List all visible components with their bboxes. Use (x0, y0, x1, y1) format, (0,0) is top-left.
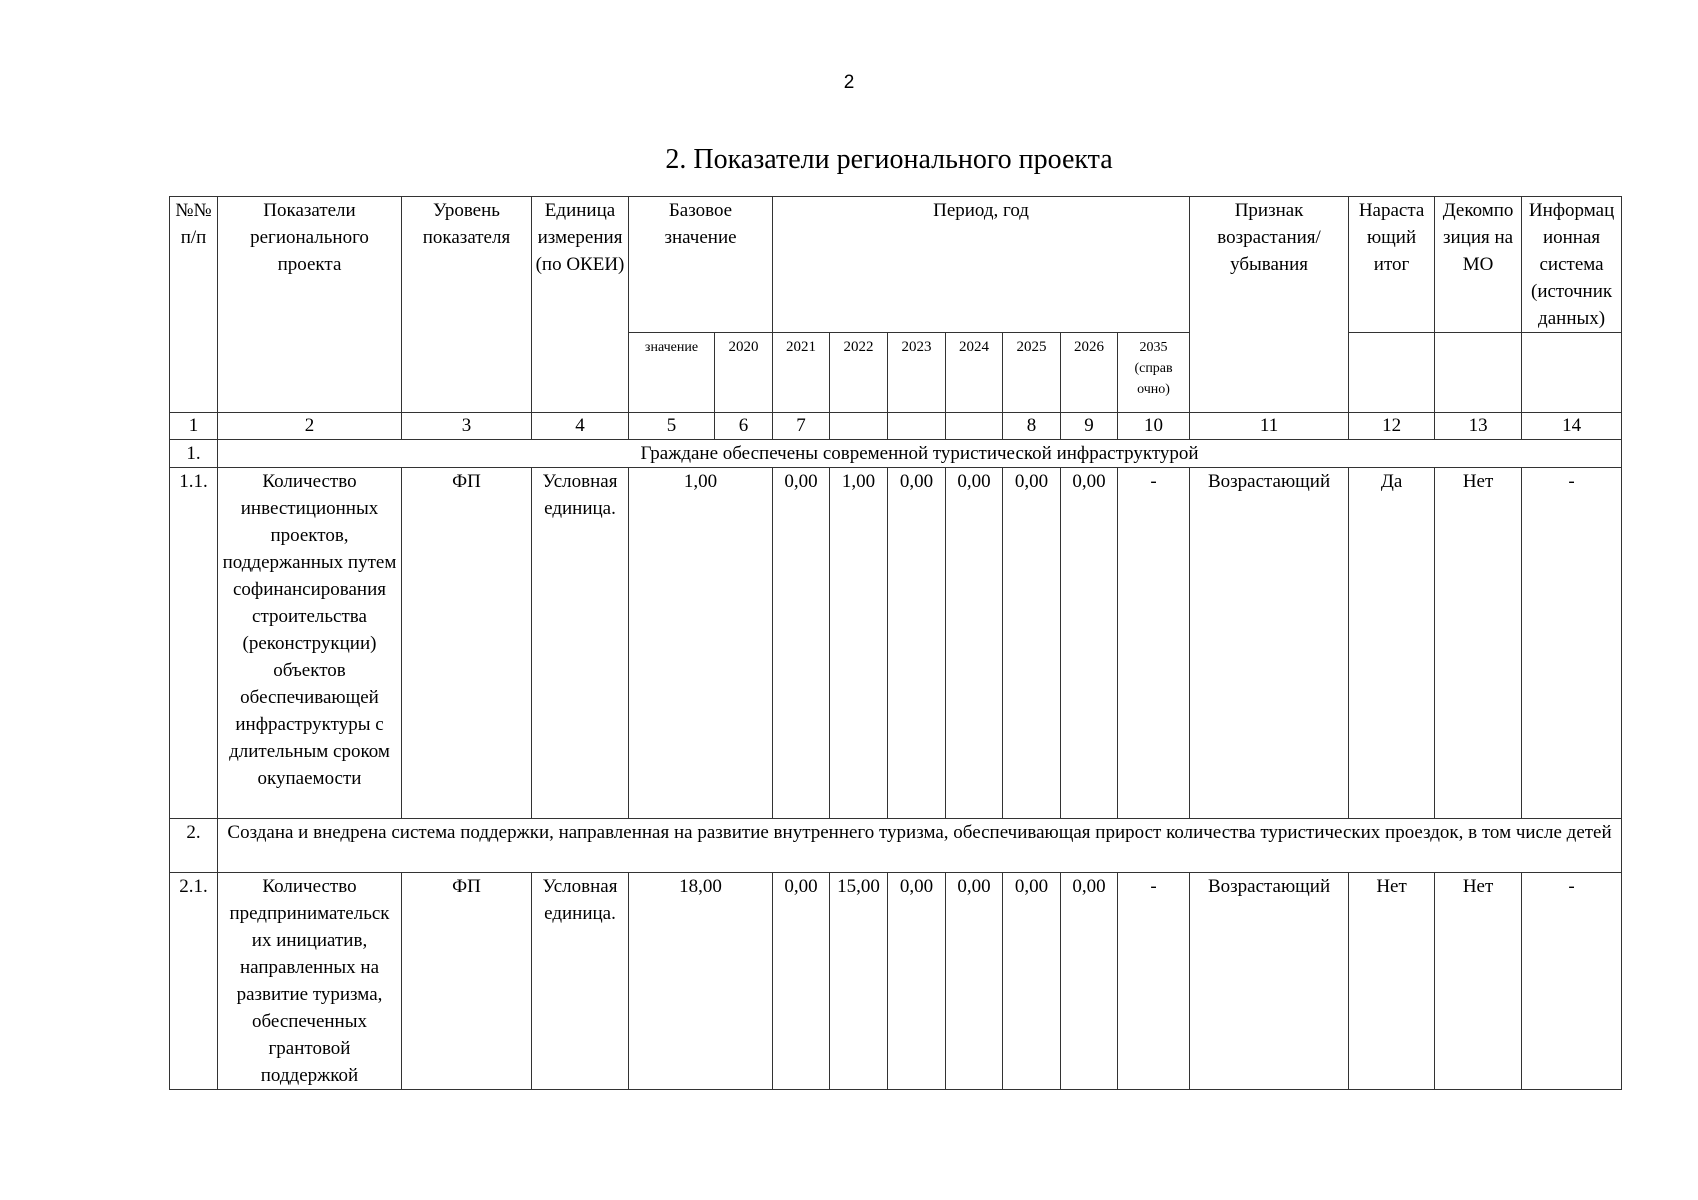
base-value: 18,00 (629, 873, 773, 1090)
subheader-info-empty (1522, 333, 1622, 413)
decomposition: Нет (1435, 873, 1522, 1090)
subheader-cumulative-empty (1349, 333, 1435, 413)
section-row (170, 819, 1622, 873)
section-row (170, 440, 1622, 468)
header-level: Уровень показателя (402, 197, 532, 413)
subheader-2021: 2021 (773, 333, 830, 413)
indicators-table (169, 196, 1622, 1090)
subheader-2020: 2020 (715, 333, 773, 413)
trend: Возрастающий (1190, 873, 1349, 1090)
subheader-2022: 2022 (830, 333, 888, 413)
value-2021: 0,00 (773, 873, 830, 1090)
column-number: 7 (773, 413, 830, 440)
row-number: 2.1. (170, 873, 218, 1090)
column-number: 3 (402, 413, 532, 440)
subheader-value: значение (629, 333, 715, 413)
value-2026: 0,00 (1061, 468, 1118, 819)
column-number: 1 (170, 413, 218, 440)
page-number: 2 (843, 72, 855, 93)
subheader-2026: 2026 (1061, 333, 1118, 413)
value-2023: 0,00 (888, 468, 946, 819)
value-2023: 0,00 (888, 873, 946, 1090)
header-cumulative: Нараста ющий итог (1349, 197, 1435, 333)
value-2025: 0,00 (1003, 468, 1061, 819)
info-system: - (1522, 468, 1622, 819)
subheader-2035: 2035 (справ очно) (1118, 333, 1190, 413)
value-2024: 0,00 (946, 873, 1003, 1090)
table-row (170, 468, 1622, 819)
header-num: №№ п/п (170, 197, 218, 413)
column-number: 11 (1190, 413, 1349, 440)
value-2025: 0,00 (1003, 873, 1061, 1090)
section-heading: Граждане обеспечены современной туристической инфраструктурой (218, 440, 1622, 468)
column-number-row (170, 413, 1622, 440)
value-2022: 1,00 (830, 468, 888, 819)
column-number: 2 (218, 413, 402, 440)
column-number (888, 413, 946, 440)
value-2035: - (1118, 468, 1190, 819)
section-number: 2. (170, 819, 218, 873)
column-number: 13 (1435, 413, 1522, 440)
column-number: 5 (629, 413, 715, 440)
indicator-name: Количество инвестиционных проектов, поддержанных путем софинансирования строительства (реконструкции) объектов обеспечивающей инфраструктуры с длительным сроком окупаемости (218, 468, 402, 819)
indicator-level: ФП (402, 873, 532, 1090)
subheader-decomposition-empty (1435, 333, 1522, 413)
column-number (830, 413, 888, 440)
header-trend: Признак возрастания/ убывания (1190, 197, 1349, 413)
header-row (170, 197, 1622, 333)
indicator-level: ФП (402, 468, 532, 819)
column-number: 14 (1522, 413, 1622, 440)
header-indicator-name: Показатели регионального проекта (218, 197, 402, 413)
column-number: 8 (1003, 413, 1061, 440)
indicator-unit: Условная единица. (532, 468, 629, 819)
value-2035: - (1118, 873, 1190, 1090)
section-title: 2. Показатели регионального проекта (665, 144, 1113, 175)
trend: Возрастающий (1190, 468, 1349, 819)
value-2022: 15,00 (830, 873, 888, 1090)
column-number: 6 (715, 413, 773, 440)
column-number (946, 413, 1003, 440)
table-row (170, 873, 1622, 1090)
subheader-2025: 2025 (1003, 333, 1061, 413)
column-number: 10 (1118, 413, 1190, 440)
section-number: 1. (170, 440, 218, 468)
column-number: 9 (1061, 413, 1118, 440)
value-2021: 0,00 (773, 468, 830, 819)
info-system: - (1522, 873, 1622, 1090)
header-info-system: Информац ионная система (источник данных) (1522, 197, 1622, 333)
header-decomposition: Декомпо зиция на МО (1435, 197, 1522, 333)
column-number: 12 (1349, 413, 1435, 440)
value-2024: 0,00 (946, 468, 1003, 819)
indicator-name: Количество предпринимательск их инициатив, направленных на развитие туризма, обеспеченных грантовой поддержкой (218, 873, 402, 1090)
base-value: 1,00 (629, 468, 773, 819)
subheader-2024: 2024 (946, 333, 1003, 413)
header-unit: Единица измерения (по ОКЕИ) (532, 197, 629, 413)
column-number: 4 (532, 413, 629, 440)
decomposition: Нет (1435, 468, 1522, 819)
subheader-2023: 2023 (888, 333, 946, 413)
cumulative: Нет (1349, 873, 1435, 1090)
indicator-unit: Условная единица. (532, 873, 629, 1090)
section-heading: Создана и внедрена система поддержки, направленная на развитие внутреннего туризма, обеспечивающая прирост количества туристических проездок, в том числе детей (218, 819, 1622, 873)
value-2026: 0,00 (1061, 873, 1118, 1090)
header-base-value: Базовое значение (629, 197, 773, 333)
cumulative: Да (1349, 468, 1435, 819)
header-period: Период, год (773, 197, 1190, 333)
row-number: 1.1. (170, 468, 218, 819)
